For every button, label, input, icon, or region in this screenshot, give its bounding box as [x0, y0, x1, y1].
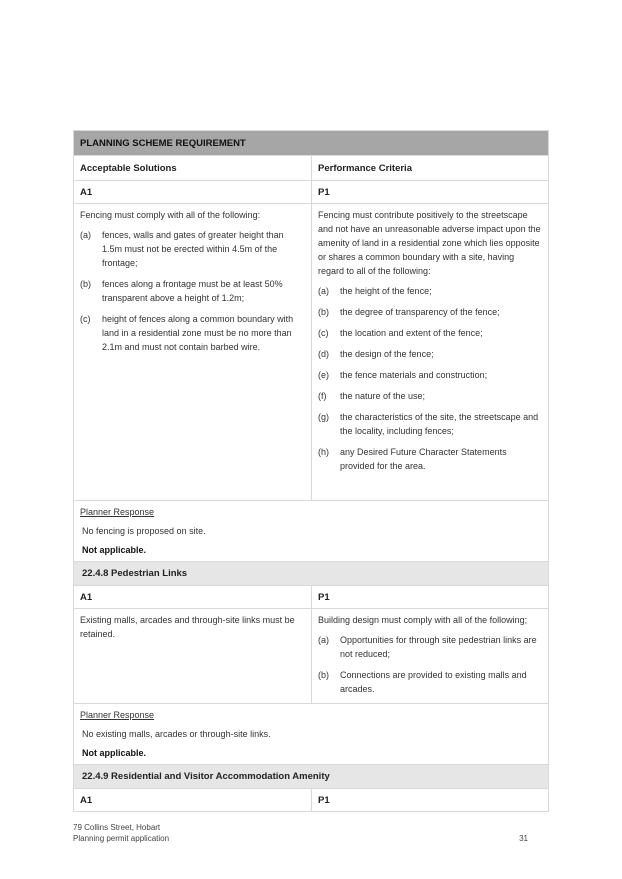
code-row [74, 586, 549, 609]
code-row [74, 181, 549, 204]
item-label: (c) [318, 328, 329, 338]
item-text: fences, walls and gates of greater height than 1.5m must not be erected within 4.5m of the frontage; [102, 230, 284, 268]
list-item [318, 633, 542, 661]
planner-response-row [74, 501, 549, 562]
list-item [318, 668, 542, 696]
item-text: the nature of the use; [340, 391, 426, 401]
column-header-row [74, 156, 549, 181]
table-main-header-row [74, 131, 549, 156]
planner-response-row [74, 704, 549, 765]
acceptable-code: A1 [74, 586, 312, 609]
acceptable-solution-cell [74, 204, 312, 501]
item-label: (g) [318, 412, 329, 422]
acceptable-intro: Fencing must comply with all of the following: [80, 210, 261, 220]
item-label: (e) [318, 370, 329, 380]
item-text: the degree of transparency of the fence; [340, 307, 500, 317]
section-heading-pedestrian-links: 22.4.8 Pedestrian Links [74, 562, 549, 586]
item-label: (d) [318, 349, 329, 359]
list-item [318, 368, 542, 382]
list-item [318, 389, 542, 403]
list-item [318, 305, 542, 319]
planner-response-heading: Planner Response [80, 507, 155, 517]
item-label: (c) [80, 314, 91, 324]
list-item [80, 228, 305, 270]
acceptable-solution-cell [74, 609, 312, 704]
planner-response-text: No fencing is proposed on site. [82, 526, 206, 536]
item-text: the characteristics of the site, the streetscape and the locality, including fences; [340, 412, 539, 436]
item-text: the location and extent of the fence; [340, 328, 483, 338]
criteria-row [74, 204, 549, 501]
item-text: height of fences along a common boundary with land in a residential zone must be no more than 2.1m and must not contain barbed wire. [102, 314, 294, 352]
item-text: the fence materials and construction; [340, 370, 488, 380]
planner-response-cell [74, 704, 549, 765]
footer-address: 79 Collins Street, Hobart [73, 823, 161, 832]
list-item [318, 326, 542, 340]
item-label: (b) [318, 670, 329, 680]
item-label: (b) [80, 279, 91, 289]
item-text: Opportunities for through site pedestrian links are not reduced; [340, 635, 537, 659]
item-label: (h) [318, 447, 329, 457]
planner-response-result: Not applicable. [82, 545, 147, 555]
section-header-row [74, 765, 549, 789]
list-item [80, 312, 305, 354]
performance-intro: Building design must comply with all of the following; [318, 615, 528, 625]
item-text: fences along a frontage must be at least 50% transparent above a height of 1.2m; [102, 279, 283, 303]
planner-response-heading: Planner Response [80, 710, 155, 720]
list-item [318, 284, 542, 298]
item-text: Connections are provided to existing malls and arcades. [340, 670, 527, 694]
section-heading-residential-amenity: 22.4.9 Residential and Visitor Accommodation Amenity [74, 765, 549, 789]
performance-code: P1 [312, 181, 549, 204]
list-item [318, 347, 542, 361]
item-label: (b) [318, 307, 329, 317]
item-text: the design of the fence; [340, 349, 434, 359]
planning-requirements-table [73, 130, 549, 812]
item-text: the height of the fence; [340, 286, 432, 296]
item-label: (a) [318, 286, 329, 296]
list-item [80, 277, 305, 305]
list-item [318, 410, 542, 438]
planner-response-text: No existing malls, arcades or through-site links. [82, 729, 271, 739]
performance-code: P1 [312, 586, 549, 609]
page-number: 31 [519, 834, 528, 843]
performance-code: P1 [312, 789, 549, 812]
planner-response-cell [74, 501, 549, 562]
acceptable-text: Existing malls, arcades and through-site links must be retained. [80, 615, 295, 639]
performance-criteria-header: Performance Criteria [312, 156, 549, 181]
acceptable-code: A1 [74, 789, 312, 812]
list-item [318, 445, 542, 473]
performance-intro: Fencing must contribute positively to the streetscape and not have an unreasonable adverse impact upon the amenity of land in a residential zone which lies opposite or shares a common boundary with a site, having regard to all of the following: [318, 210, 541, 276]
planning-scheme-header: PLANNING SCHEME REQUIREMENT [74, 131, 549, 156]
planner-response-result: Not applicable. [82, 748, 147, 758]
performance-criteria-cell [312, 204, 549, 501]
performance-criteria-cell [312, 609, 549, 704]
page-footer [73, 822, 548, 844]
acceptable-code: A1 [74, 181, 312, 204]
code-row [74, 789, 549, 812]
item-label: (f) [318, 391, 327, 401]
criteria-row [74, 609, 549, 704]
acceptable-solutions-header: Acceptable Solutions [74, 156, 312, 181]
section-header-row [74, 562, 549, 586]
footer-document-title: Planning permit application [73, 834, 170, 843]
item-text: any Desired Future Character Statements provided for the area. [340, 447, 507, 471]
item-label: (a) [80, 230, 91, 240]
item-label: (a) [318, 635, 329, 645]
